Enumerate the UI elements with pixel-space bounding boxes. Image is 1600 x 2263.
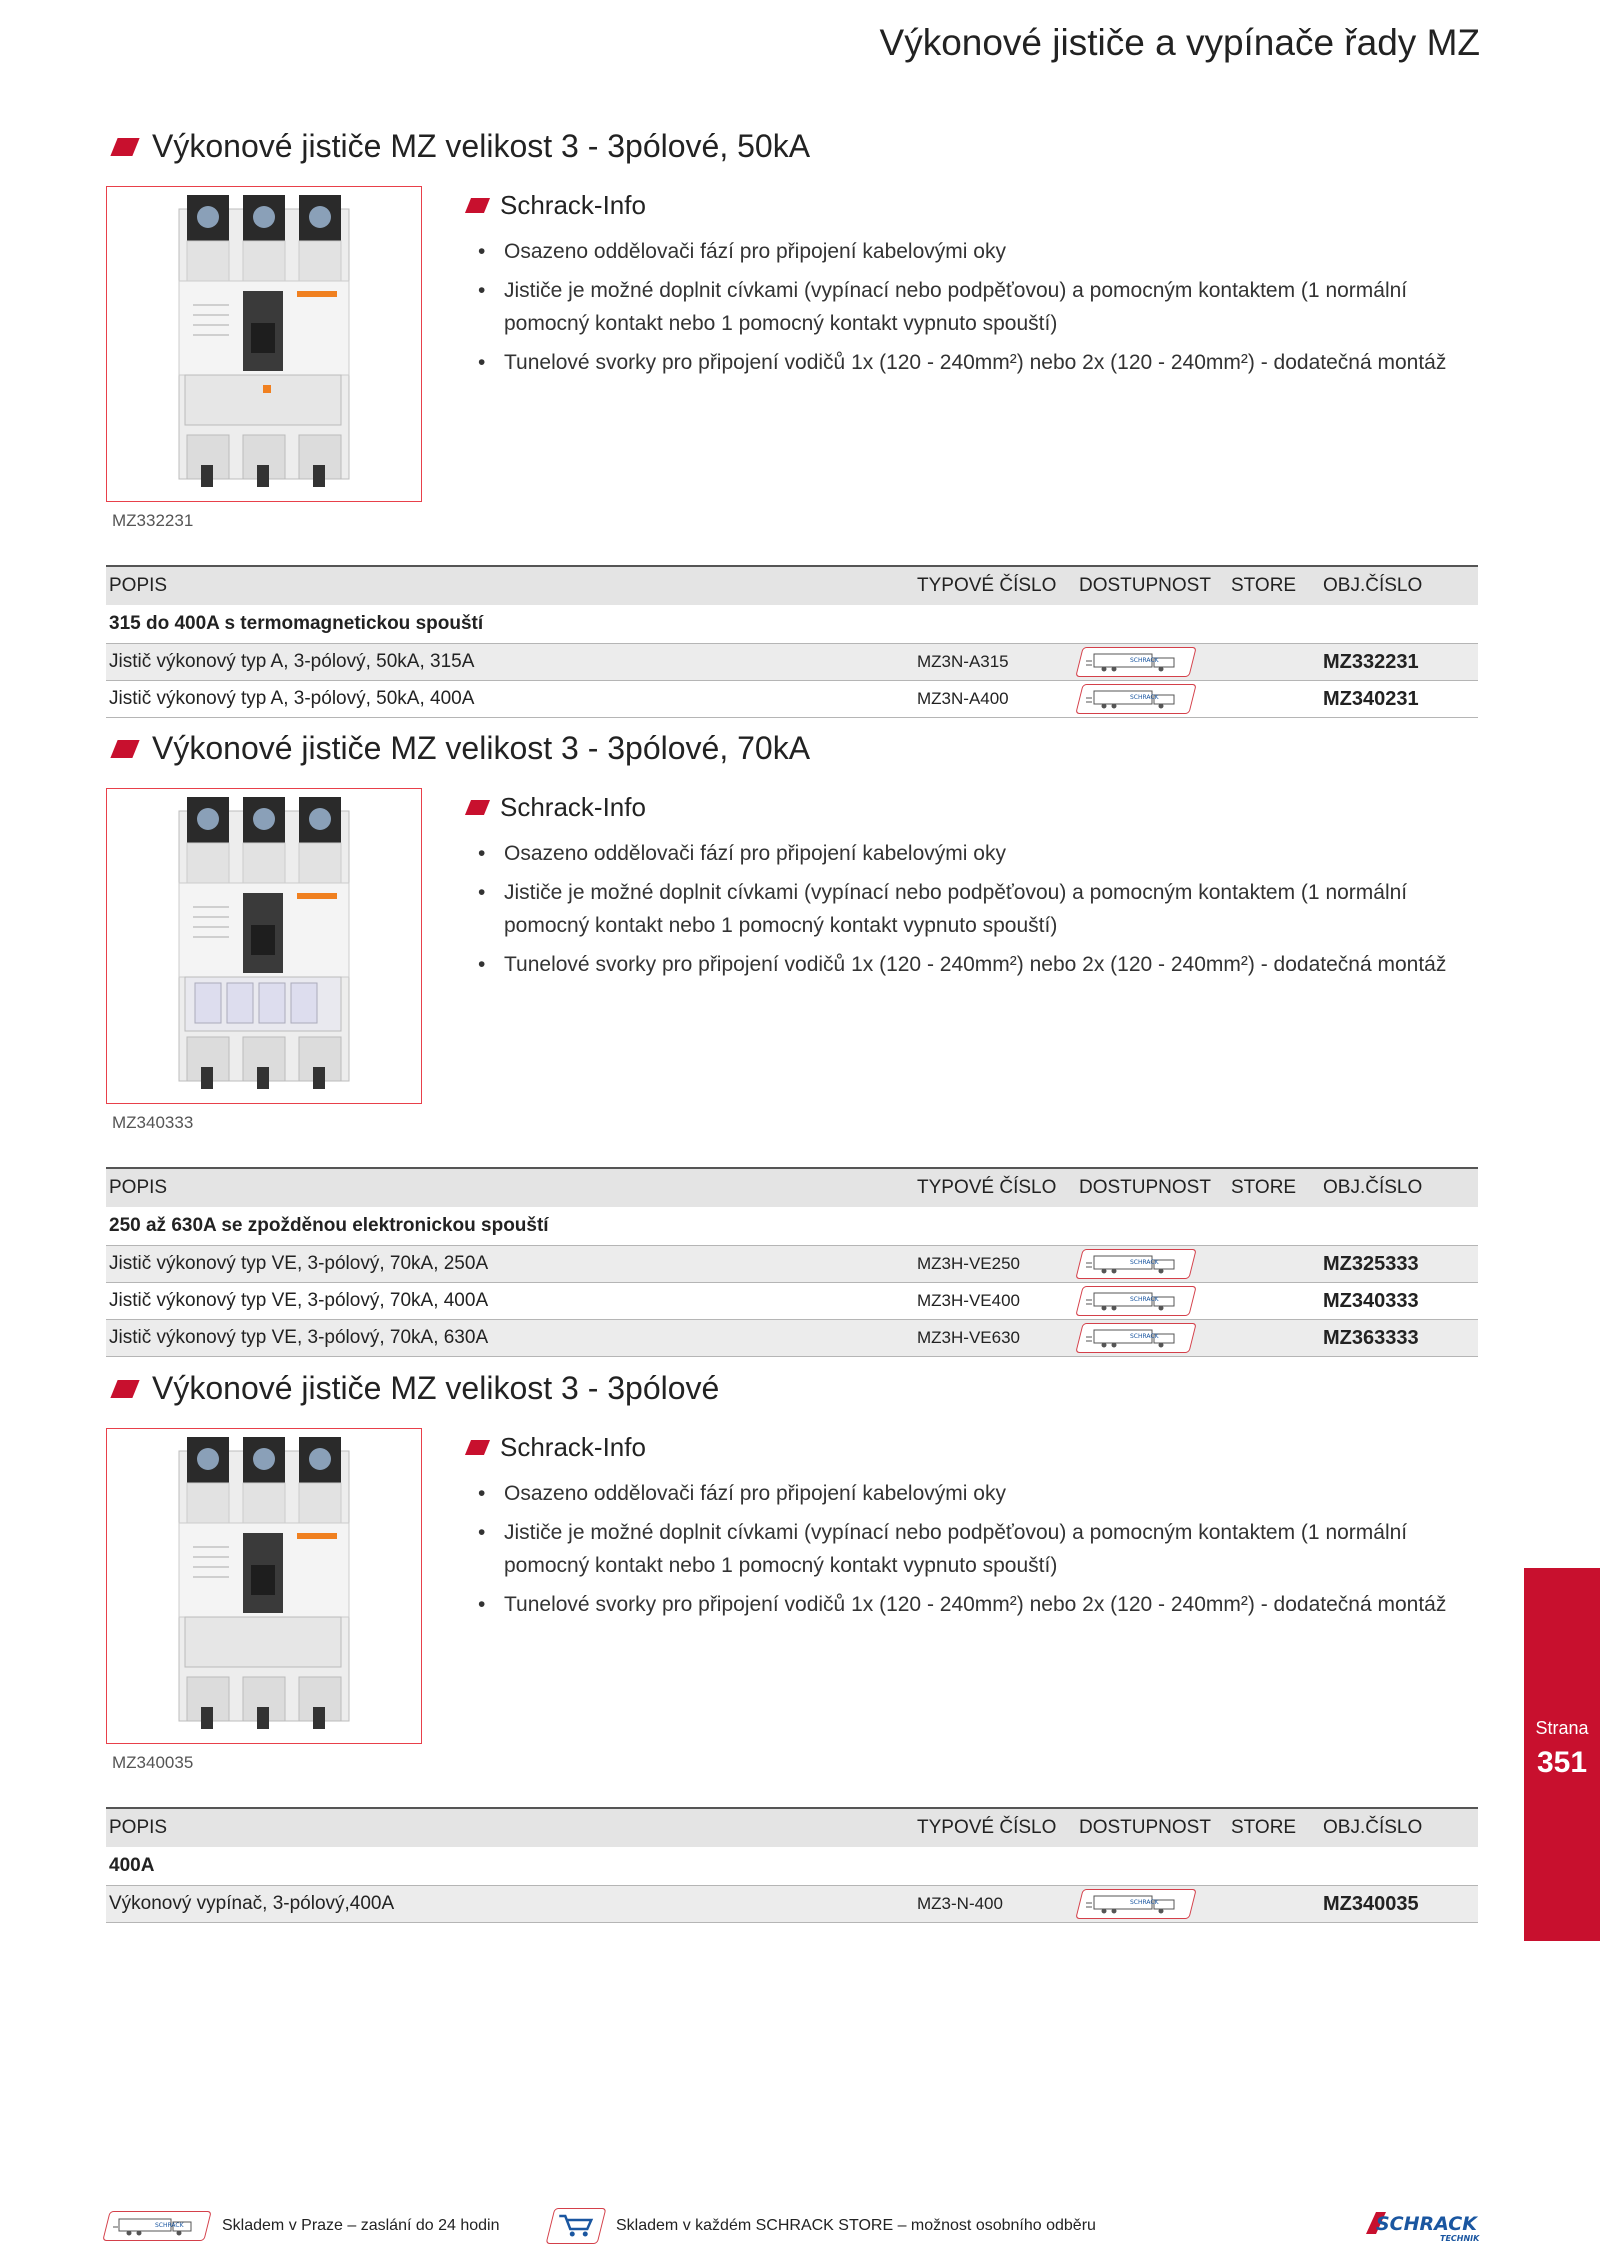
table-row [106,1246,1478,1283]
header-order-number: OBJ.ČÍSLO [1320,1168,1478,1207]
info-bullet: • Tunelové svorky pro připojení vodičů 1x (120 - 240mm²) nebo 2x (120 - 240mm²) - dodatečná montáž [468,1588,1478,1621]
row-description: Jistič výkonový typ VE, 3-pólový, 70kA, 630A [106,1320,914,1357]
page-label: Strana [1535,1718,1589,1738]
row-type-number: MZ3N-A315 [914,644,1076,681]
row-type-number: MZ3H-VE250 [914,1246,1076,1283]
footer-store-text: Skladem v každém SCHRACK STORE – možnost osobního odběru [616,2217,1096,2234]
availability-truck-icon [1075,1249,1196,1279]
table-row [106,1283,1478,1320]
info-heading [468,792,1478,823]
table-group-row [106,1847,1478,1886]
row-store [1228,1283,1320,1320]
header-popis: POPIS [106,566,914,605]
availability-truck-icon [1075,1889,1196,1919]
section-title [114,730,810,767]
availability-truck-icon [1075,1323,1196,1353]
info-bullet: • Osazeno oddělovači fází pro připojení kabelovými oky [468,235,1478,268]
page-title: Výkonové jističe a vypínače řady MZ [879,22,1480,63]
row-description: Jistič výkonový typ A, 3-pólový, 50kA, 315A [106,644,914,681]
header-type-number: TYPOVÉ ČÍSLO [914,566,1076,605]
header-type-number: TYPOVÉ ČÍSLO [914,1168,1076,1207]
info-heading-text: Schrack-Info [500,1432,646,1462]
row-availability [1076,1283,1228,1320]
info-heading [468,1432,1478,1463]
row-type-number: MZ3H-VE630 [914,1320,1076,1357]
footer-delivery [106,2206,500,2246]
row-description: Jistič výkonový typ VE, 3-pólový, 70kA, 400A [106,1283,914,1320]
page-number: 351 [1536,1746,1588,1779]
row-store [1228,681,1320,718]
header-popis: POPIS [106,1168,914,1207]
section-title-text: Výkonové jističe MZ velikost 3 - 3pólové, 70kA [152,730,811,766]
header-order-number: OBJ.ČÍSLO [1320,566,1478,605]
row-availability [1076,1886,1228,1923]
product-table [106,1807,1478,1923]
schrack-logo [1362,2206,1502,2246]
footer-delivery-text: Skladem v Praze – zaslání do 24 hodin [222,2217,500,2234]
product-image [106,186,422,502]
availability-truck-icon [1075,1286,1196,1316]
row-type-number: MZ3-N-400 [914,1886,1076,1923]
red-marker-icon [110,138,139,156]
page-number-tab [1524,1568,1600,1941]
footer [106,2206,1502,2250]
row-order-number-link[interactable]: MZ340231 [1320,681,1478,718]
row-store [1228,1886,1320,1923]
svg-text:SCHRACK: SCHRACK [1130,1259,1159,1266]
row-description: Jistič výkonový typ VE, 3-pólový, 70kA, 250A [106,1246,914,1283]
header-order-number: OBJ.ČÍSLO [1320,1808,1478,1847]
info-bullet: • Tunelové svorky pro připojení vodičů 1x (120 - 240mm²) nebo 2x (120 - 240mm²) - dodatečná montáž [468,948,1478,981]
group-label: 250 až 630A se zpožděnou elektronickou spouští [106,1207,1478,1246]
image-caption: MZ340333 [112,1113,194,1132]
group-label: 400A [106,1847,1478,1886]
product-table [106,1167,1478,1357]
svg-text:SCHRACK: SCHRACK [1130,694,1159,701]
info-heading-text: Schrack-Info [500,792,646,822]
table-group-row [106,1207,1478,1246]
table-row [106,644,1478,681]
info-bullet: • Osazeno oddělovači fází pro připojení kabelovými oky [468,1477,1478,1510]
row-availability [1076,644,1228,681]
product-section [106,128,1478,710]
schrack-info [468,1432,1478,1627]
delivery-truck-icon [102,2211,211,2241]
table-header [106,566,1478,605]
table-group-row [106,605,1478,644]
info-bullets [468,837,1478,981]
row-availability [1076,1246,1228,1283]
info-bullet: • Osazeno oddělovači fází pro připojení kabelovými oky [468,837,1478,870]
header-store: STORE [1228,566,1320,605]
info-bullets [468,235,1478,379]
schrack-info [468,190,1478,385]
svg-text:SCHRACK: SCHRACK [1130,657,1159,664]
image-caption: MZ340035 [112,1753,194,1772]
row-order-number-link[interactable]: MZ340333 [1320,1283,1478,1320]
red-marker-icon [465,800,490,815]
svg-text:TECHNIK: TECHNIK [1440,2234,1480,2243]
section-title [114,1370,719,1407]
header-popis: POPIS [106,1808,914,1847]
info-bullet: • Jističe je možné doplnit cívkami (vypínací nebo podpěťovou) a pomocným kontaktem (1 normální pomocný kontakt nebo 1 pomocný kontakt vypnuto spouští) [468,274,1478,340]
row-order-number-link[interactable]: MZ340035 [1320,1886,1478,1923]
schrack-info [468,792,1478,987]
circuit-breaker-icon [165,797,365,1102]
info-heading-text: Schrack-Info [500,190,646,220]
row-order-number-link[interactable]: MZ325333 [1320,1246,1478,1283]
table-header [106,1808,1478,1847]
footer-store [550,2206,1096,2246]
product-section [106,1370,1478,1930]
svg-text:SCHRACK: SCHRACK [1130,1333,1159,1340]
header-store: STORE [1228,1808,1320,1847]
info-bullet: • Jističe je možné doplnit cívkami (vypínací nebo podpěťovou) a pomocným kontaktem (1 normální pomocný kontakt nebo 1 pomocný kontakt vypnuto spouští) [468,1516,1478,1582]
availability-truck-icon [1075,647,1196,677]
row-store [1228,1320,1320,1357]
circuit-breaker-icon [165,195,365,500]
row-type-number: MZ3N-A400 [914,681,1076,718]
row-order-number-link[interactable]: MZ332231 [1320,644,1478,681]
info-bullet: • Tunelové svorky pro připojení vodičů 1x (120 - 240mm²) nebo 2x (120 - 240mm²) - dodatečná montáž [468,346,1478,379]
row-store [1228,644,1320,681]
row-type-number: MZ3H-VE400 [914,1283,1076,1320]
product-table [106,565,1478,718]
group-label: 315 do 400A s termomagnetickou spouští [106,605,1478,644]
info-bullets [468,1477,1478,1621]
header-availability: DOSTUPNOST [1076,1808,1228,1847]
section-title-text: Výkonové jističe MZ velikost 3 - 3pólové [152,1370,720,1406]
section-title-text: Výkonové jističe MZ velikost 3 - 3pólové, 50kA [152,128,811,164]
table-row [106,1320,1478,1357]
circuit-breaker-icon [165,1437,365,1742]
row-description: Jistič výkonový typ A, 3-pólový, 50kA, 400A [106,681,914,718]
svg-text:SCHRACK: SCHRACK [1130,1899,1159,1906]
svg-text:SCHRACK: SCHRACK [1376,2213,1477,2235]
header-type-number: TYPOVÉ ČÍSLO [914,1808,1076,1847]
row-description: Výkonový vypínač, 3-pólový,400A [106,1886,914,1923]
row-availability [1076,1320,1228,1357]
info-heading [468,190,1478,221]
header-availability: DOSTUPNOST [1076,1168,1228,1207]
section-title [114,128,810,165]
red-marker-icon [465,198,490,213]
table-header [106,1168,1478,1207]
info-bullet: • Jističe je možné doplnit cívkami (vypínací nebo podpěťovou) a pomocným kontaktem (1 normální pomocný kontakt nebo 1 pomocný kontakt vypnuto spouští) [468,876,1478,942]
red-marker-icon [465,1440,490,1455]
table-row [106,681,1478,718]
header-store: STORE [1228,1168,1320,1207]
red-marker-icon [110,1380,139,1398]
image-caption: MZ332231 [112,511,194,530]
header-availability: DOSTUPNOST [1076,566,1228,605]
product-image [106,1428,422,1744]
row-order-number-link[interactable]: MZ363333 [1320,1320,1478,1357]
red-marker-icon [110,740,139,758]
availability-truck-icon [1075,684,1196,714]
svg-text:SCHRACK: SCHRACK [155,2222,184,2229]
row-store [1228,1246,1320,1283]
svg-text:SCHRACK: SCHRACK [1130,1296,1159,1303]
shopping-cart-icon [546,2208,607,2244]
row-availability [1076,681,1228,718]
product-image [106,788,422,1104]
table-row [106,1886,1478,1923]
product-section [106,730,1478,1349]
